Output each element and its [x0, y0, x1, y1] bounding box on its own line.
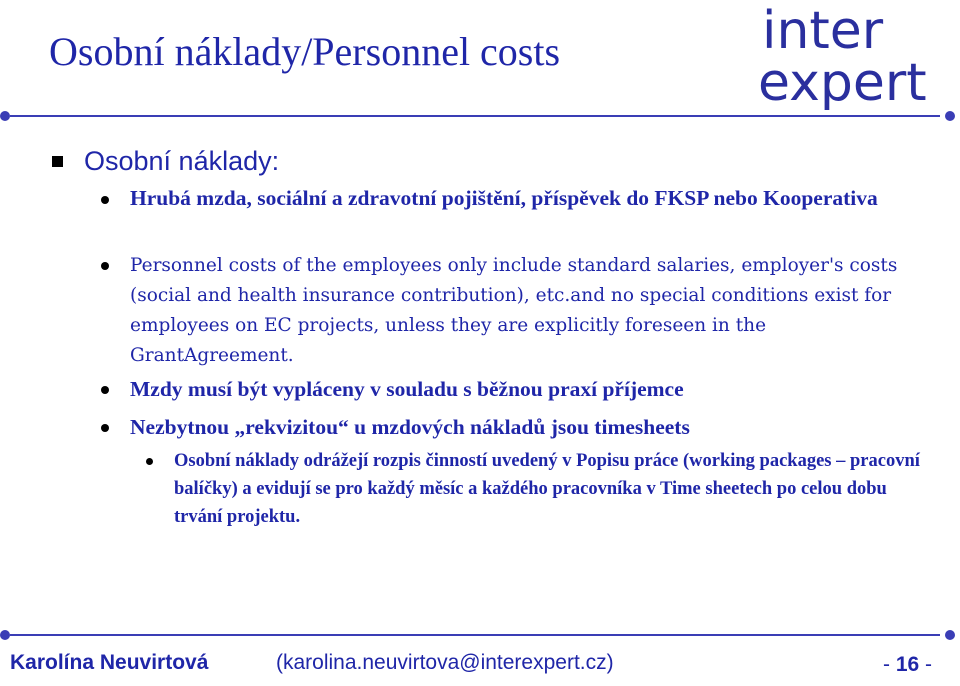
logo-line2: expert: [758, 53, 927, 110]
page-number: [883, 653, 932, 677]
page-suffix: -: [919, 653, 932, 676]
bullet-item-1: Hrubá mzda, sociální a zdravotní pojištění, příspěvek do FKSP nebo Kooperativa: [130, 186, 878, 210]
level1-bullet-square: [52, 156, 63, 167]
bullet-dot: [101, 424, 109, 432]
footer-email: (karolina.neuvirtova@interexpert.cz): [276, 651, 614, 674]
bullet-dot: [101, 386, 109, 394]
logo-line1: inter: [762, 1, 884, 61]
bottom-rule: [0, 628, 960, 642]
footer-author-name: Karolína Neuvirtová: [10, 651, 209, 674]
interexpert-logo: [752, 0, 938, 110]
bullet-item-3: Mzdy musí být vypláceny v souladu s běžnou praxí příjemce: [130, 377, 684, 401]
sub-bullet-item: Osobní náklady odrážejí rozpis činností uvedený v Popisu práce (working packages – pracovní balíčky) a evidují se pro každý měsíc a každého pracovníka v Time sheetech po celou dobu trvání projektu.: [174, 451, 920, 527]
bullet-dot: [101, 262, 109, 270]
page-number-value: 16: [895, 653, 920, 676]
bullet-item-4: Nezbytnou „rekvizitou“ u mzdových nákladů jsou timesheets: [130, 415, 690, 439]
bullet-dot: [101, 196, 109, 204]
page-prefix: -: [882, 653, 896, 676]
sub-bullet-dot: [146, 458, 153, 465]
level1-heading: Osobní náklady:: [84, 146, 280, 176]
slide-title: Osobní náklady/Personnel costs: [49, 29, 561, 74]
bullet-item-2: Personnel costs of the employees only include standard salaries, employer's costs (social and health insurance contribution), etc.and no special conditions exist for employees on EC projects, unless they are explicitly foreseen in the GrantAgreement.: [130, 255, 898, 366]
top-rule: [0, 109, 960, 123]
